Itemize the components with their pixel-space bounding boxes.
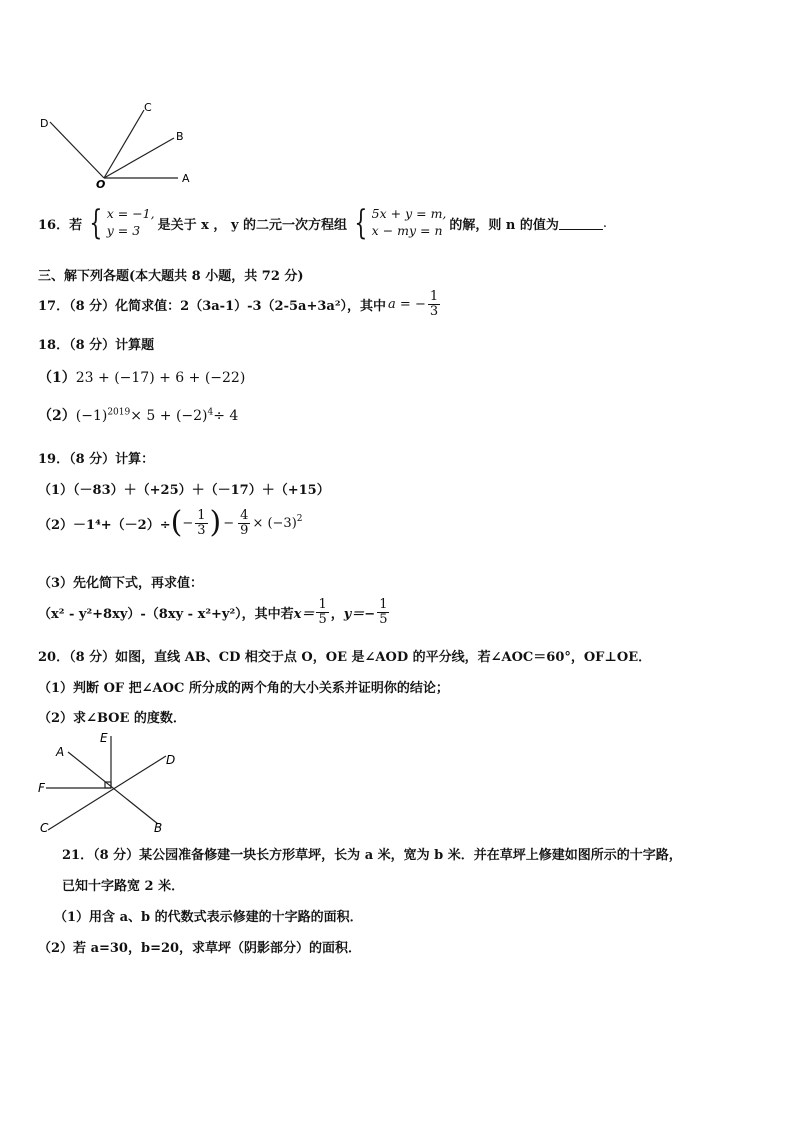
q17-fraction: $\frac{1}{3}$ xyxy=(429,289,439,319)
label-b: B xyxy=(154,821,163,835)
label-f: F xyxy=(38,781,45,795)
q20-part1: （1）判断 OF 把∠AOC 所分成的两个角的大小关系并证明你的结论； xyxy=(38,681,449,696)
label-d: D xyxy=(40,117,49,130)
q16-mid-text: 是关于 x ， y 的二元一次方程组 xyxy=(157,217,348,233)
q17-var: a = − xyxy=(388,296,426,312)
ray-od xyxy=(50,122,104,178)
q16-solution-system: { x = −1, y = 3 xyxy=(89,203,155,243)
question-16 xyxy=(38,203,608,243)
q21-line1: 21．（8 分）某公园准备修建一块长方形草坪，长为 a 米，宽为 b 米．并在草坪上修建如图所示的十字路， xyxy=(62,848,682,863)
q16-end: . xyxy=(602,215,608,231)
label-c: C xyxy=(144,101,152,114)
section-3-heading: 三、解下列各题(本大题共 8 小题，共 72 分) xyxy=(38,269,304,284)
label-e: E xyxy=(100,731,108,745)
ray-oc xyxy=(104,110,144,178)
q16-sys1-line2: y = 3 xyxy=(106,223,141,238)
q20-text: 20．（8 分）如图，直线 AB、CD 相交于点 O，OE 是∠AOD 的平分线，若∠AOC＝60°，OF⊥OE． xyxy=(38,650,652,665)
q18-part1: （1）23 + (−17) + 6 + (−22) xyxy=(38,370,246,386)
q21-line2: 已知十字路宽 2 米． xyxy=(62,879,185,894)
q18-part2: $(2)(-1)^{2019}\times 5 + (-2)^4\div 4$ xyxy=(38,407,239,424)
q17-text: 17．（8 分）化简求值：2（3a-1）-3（2-5a+3a²），其中 xyxy=(38,298,387,314)
label-o: O xyxy=(96,178,106,191)
label-c: C xyxy=(40,821,49,835)
q21-part2: （2）若 a=30，b=20，求草坪（阴影部分）的面积． xyxy=(38,941,362,956)
figure-rays-o xyxy=(36,96,206,192)
q16-sys1-line1: x = −1, xyxy=(106,206,155,222)
q19-title: 19．（8 分）计算： xyxy=(38,452,155,467)
ray-ob xyxy=(104,138,174,178)
q20-part2: （2）求∠BOE 的度数． xyxy=(38,711,186,726)
question-17 xyxy=(38,290,442,318)
q21-part1: （1）用含 a、b 的代数式表示修建的十字路的面积． xyxy=(54,910,363,925)
q18-title: 18．（8 分）计算题 xyxy=(38,338,155,353)
q16-number: 16．若 xyxy=(38,217,83,233)
label-a: A xyxy=(56,745,65,759)
q19-part3-title: （3）先化简下式，再求值： xyxy=(38,576,204,591)
label-b: B xyxy=(176,130,184,143)
line-cd xyxy=(48,756,166,830)
q19-part2: （2）－1⁴+（－2）÷ ( − $\frac{1}{3}$ ) − $\frac{4}{9}$ × (−3) $^2$ xyxy=(38,505,303,540)
q19-part1: （1）（－83）＋（+25）＋（－17）＋（+15） xyxy=(38,483,330,498)
figure-intersecting-lines xyxy=(36,730,186,836)
q16-sys2-line1: 5x + y = m, xyxy=(371,206,447,222)
q16-answer-blank[interactable] xyxy=(559,217,603,230)
q16-equation-system: { 5x + y = m, x − my = n xyxy=(354,203,447,243)
label-d: D xyxy=(166,753,176,767)
q19-part3-expr: （x² - y²+8xy）-（8xy - x²+y²），其中若 x＝ $\frac{1}{5}$ ， y＝− $\frac{1}{5}$ xyxy=(38,597,388,627)
q16-sys2-line2: x − my = n xyxy=(371,223,443,238)
label-a: A xyxy=(182,172,190,185)
q16-tail-text: 的解，则 n 的值为 xyxy=(449,217,559,233)
